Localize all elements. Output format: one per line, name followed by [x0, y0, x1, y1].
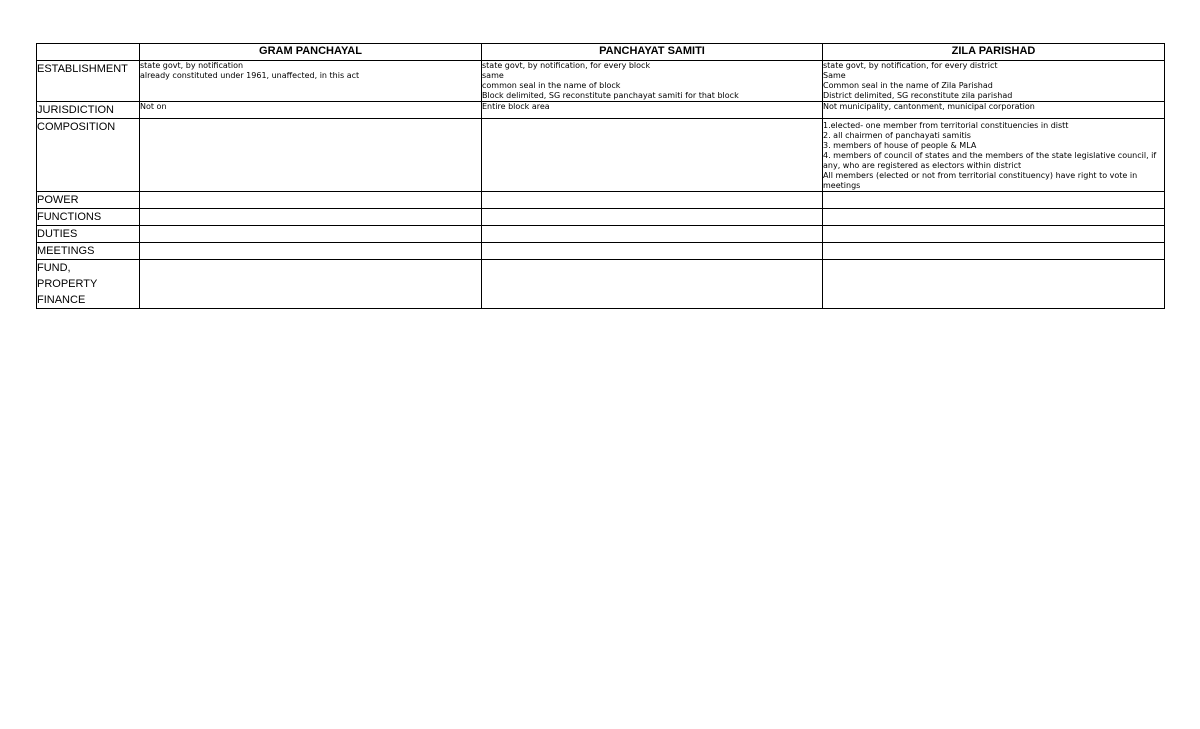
header-zila-parishad: ZILA PARISHAD: [823, 44, 1165, 61]
cell-power-samiti: [482, 192, 823, 209]
cell-line: All members (elected or not from territorial constituency) have right to vote in meetings: [823, 171, 1140, 190]
header-row: [37, 44, 1165, 61]
cell-line: Entire block area: [482, 102, 550, 111]
cell-fund-zila: [823, 260, 1165, 309]
row-label-line: FINANCE: [37, 294, 86, 306]
row-composition: [37, 119, 1165, 192]
cell-line: already constituted under 1961, unaffected, in this act: [140, 71, 360, 80]
cell-jurisdiction-gram: [140, 102, 482, 119]
cell-line: state govt, by notification, for every district: [823, 61, 998, 70]
cell-line: common seal in the name of block: [482, 81, 621, 90]
cell-line: 1.elected- one member from territorial constituencies in distt: [823, 121, 1069, 130]
cell-line: 2. all chairmen of panchayati samitis: [823, 131, 971, 140]
row-label-meetings: MEETINGS: [37, 243, 140, 260]
cell-line: Common seal in the name of Zila Parishad: [823, 81, 993, 90]
row-label-line: PROPERTY: [37, 278, 98, 290]
cell-line: 3. members of house of people & MLA: [823, 141, 977, 150]
cell-establishment-gram: [140, 61, 482, 102]
cell-line: Not municipality, cantonment, municipal corporation: [823, 102, 1035, 111]
cell-power-gram: [140, 192, 482, 209]
cell-duties-gram: [140, 226, 482, 243]
row-establishment: [37, 61, 1165, 102]
cell-meetings-zila: [823, 243, 1165, 260]
header-gram-panchayal: GRAM PANCHAYAL: [140, 44, 482, 61]
cell-line: state govt, by notification, for every block: [482, 61, 651, 70]
row-label-composition: COMPOSITION: [37, 119, 140, 192]
cell-line: Block delimited, SG reconstitute panchayat samiti for that block: [482, 91, 739, 100]
cell-line: Same: [823, 71, 846, 80]
cell-functions-gram: [140, 209, 482, 226]
row-functions: [37, 209, 1165, 226]
cell-fund-samiti: [482, 260, 823, 309]
row-label-duties: DUTIES: [37, 226, 140, 243]
cell-duties-samiti: [482, 226, 823, 243]
cell-line: state govt, by notification: [140, 61, 244, 70]
cell-composition-zila: [823, 119, 1165, 192]
cell-fund-gram: [140, 260, 482, 309]
cell-duties-zila: [823, 226, 1165, 243]
panchayat-comparison-table: [36, 43, 1165, 309]
row-label-fund-property-finance: [37, 260, 140, 309]
cell-line: 4. members of council of states and the members of the state legislative council, if any, who are registered as electors within district: [823, 151, 1159, 170]
row-label-functions: FUNCTIONS: [37, 209, 140, 226]
row-label-line: FUND,: [37, 262, 71, 274]
row-jurisdiction: [37, 102, 1165, 119]
header-panchayat-samiti: PANCHAYAT SAMITI: [482, 44, 823, 61]
cell-jurisdiction-samiti: [482, 102, 823, 119]
cell-line: Not on: [140, 102, 167, 111]
cell-functions-zila: [823, 209, 1165, 226]
cell-line: same: [482, 71, 504, 80]
cell-line: District delimited, SG reconstitute zila parishad: [823, 91, 1013, 100]
row-power: [37, 192, 1165, 209]
row-label-power: POWER: [37, 192, 140, 209]
row-duties: [37, 226, 1165, 243]
cell-establishment-samiti: [482, 61, 823, 102]
row-meetings: [37, 243, 1165, 260]
row-fund-property-finance: [37, 260, 1165, 309]
header-corner-cell: [37, 44, 140, 61]
cell-meetings-gram: [140, 243, 482, 260]
cell-composition-samiti: [482, 119, 823, 192]
cell-composition-gram: [140, 119, 482, 192]
cell-functions-samiti: [482, 209, 823, 226]
row-label-establishment: ESTABLISHMENT: [37, 61, 140, 102]
cell-establishment-zila: [823, 61, 1165, 102]
cell-meetings-samiti: [482, 243, 823, 260]
cell-power-zila: [823, 192, 1165, 209]
cell-jurisdiction-zila: [823, 102, 1165, 119]
row-label-jurisdiction: JURISDICTION: [37, 102, 140, 119]
